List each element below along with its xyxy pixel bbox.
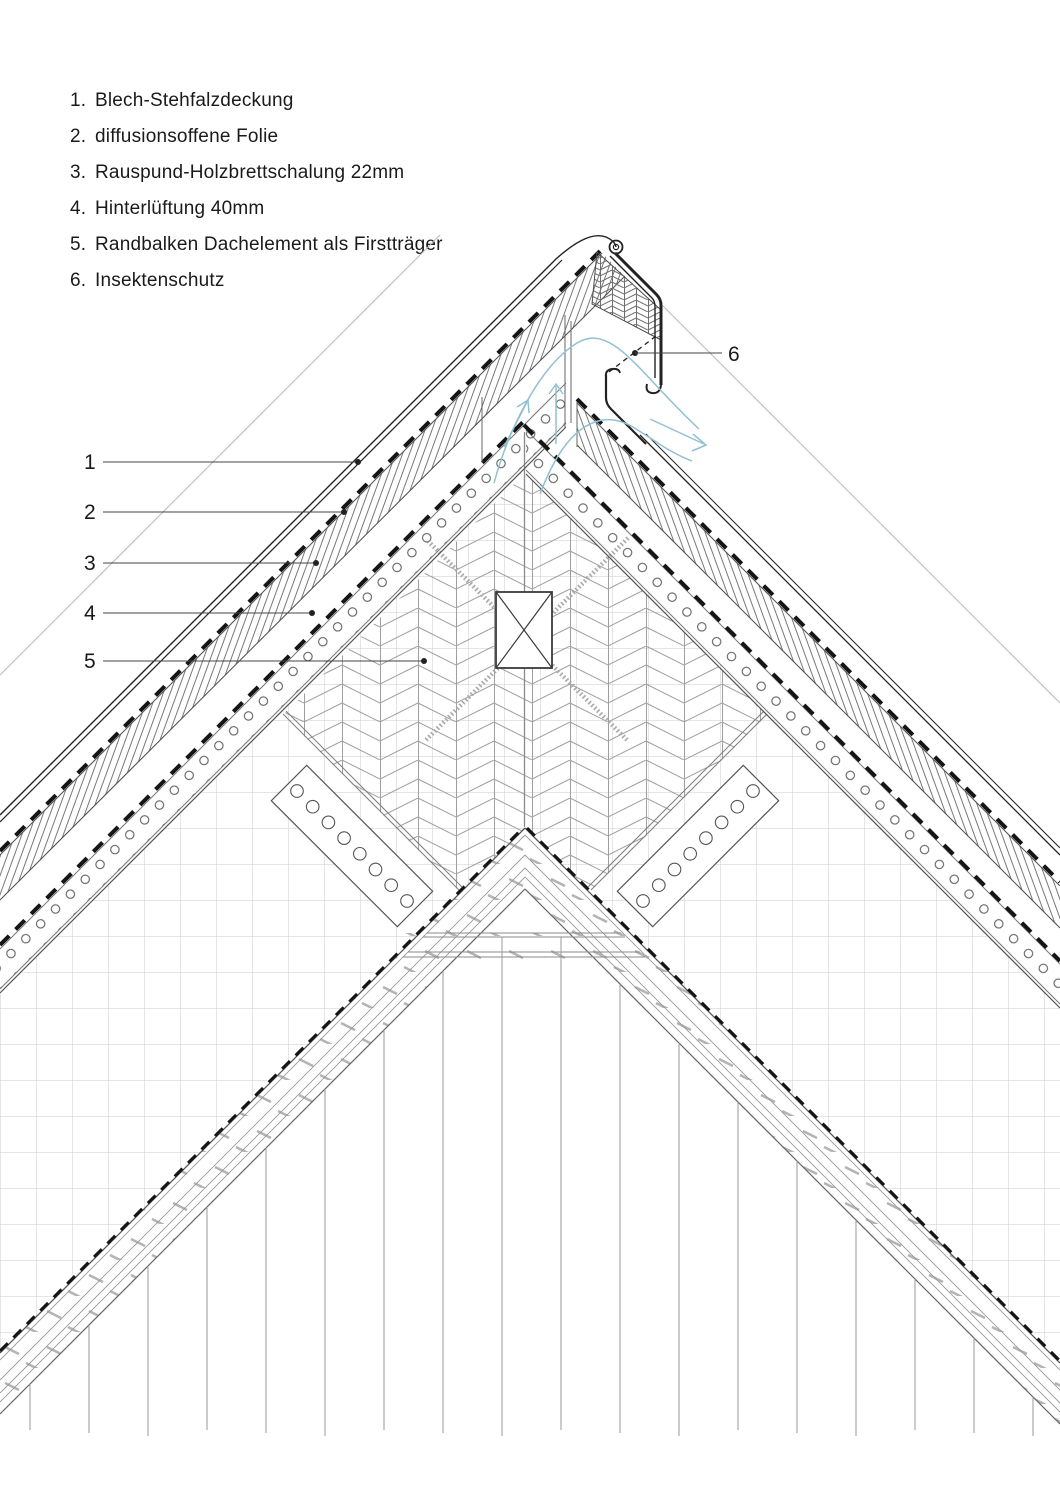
legend-number: 3. <box>70 162 87 183</box>
legend-label: Rauspund-Holzbrettschalung 22mm <box>95 162 405 183</box>
legend-number: 1. <box>70 90 87 111</box>
ridge-bolt <box>496 592 552 668</box>
legend-label: Hinterlüftung 40mm <box>95 198 265 219</box>
legend-label: Insektenschutz <box>95 270 225 291</box>
callout-5: 5 <box>84 650 96 673</box>
legend-number: 4. <box>70 198 87 219</box>
legend-number: 6. <box>70 270 87 291</box>
legend-label: Randbalken Dachelement als Firstträger <box>95 234 443 255</box>
ridge-board-horizontal <box>403 933 645 959</box>
legend-number: 5. <box>70 234 87 255</box>
legend-label: diffusionsoffene Folie <box>95 126 279 147</box>
callout-6: 6 <box>728 343 740 366</box>
callout-2: 2 <box>84 501 96 524</box>
legend-label: Blech-Stehfalzdeckung <box>95 90 294 111</box>
legend-number: 2. <box>70 126 87 147</box>
callout-4: 4 <box>84 602 96 625</box>
callout-3: 3 <box>84 552 96 575</box>
callout-1: 1 <box>84 451 96 474</box>
